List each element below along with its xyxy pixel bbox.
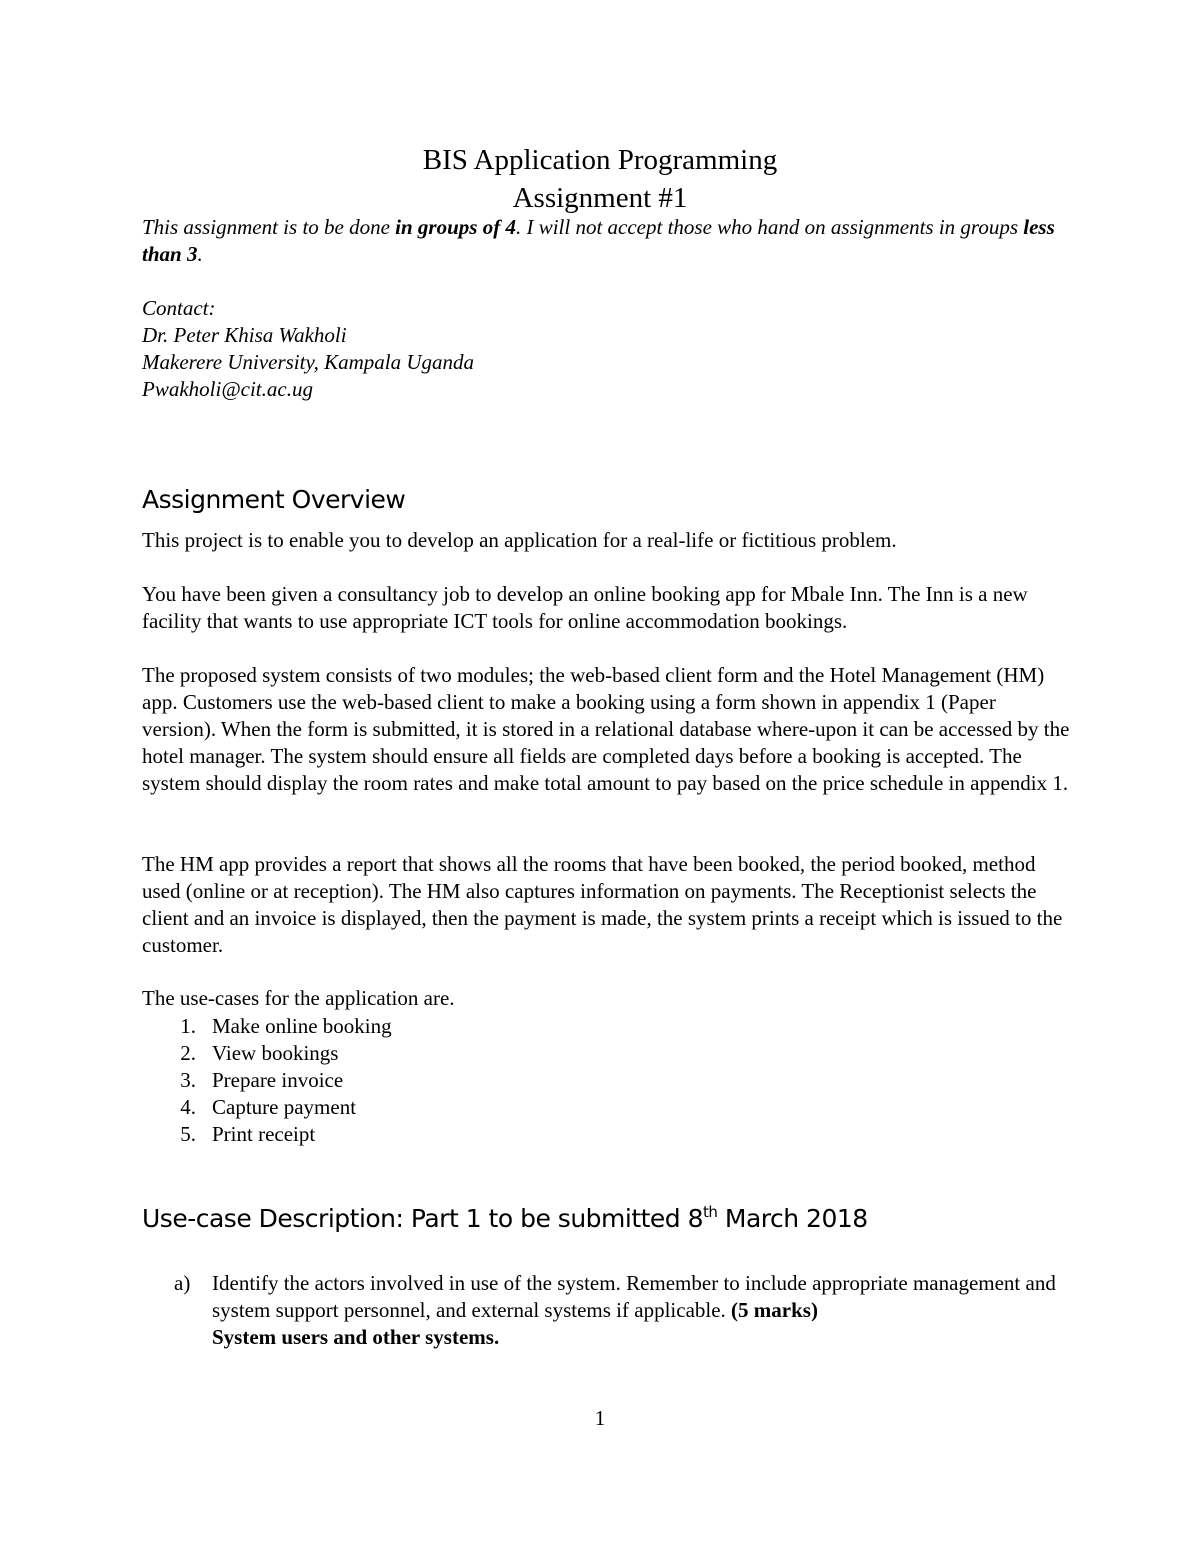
contact-name: Dr. Peter Khisa Wakholi xyxy=(142,323,347,347)
contact-email: Pwakholi@cit.ac.ug xyxy=(142,377,313,401)
group-note xyxy=(142,214,1072,268)
question-a xyxy=(142,1270,1072,1351)
contact-label: Contact: xyxy=(142,296,216,320)
list-item xyxy=(142,1067,1072,1094)
list-item-text: Capture payment xyxy=(212,1095,357,1119)
group-note-emphasis: less than 3 xyxy=(142,215,1055,266)
group-note-emphasis: in groups of 4 xyxy=(395,215,516,239)
usecases-intro: The use-cases for the application are. xyxy=(142,986,455,1010)
heading-text: March 2018 xyxy=(717,1204,868,1233)
overview-paragraph-2: You have been given a consultancy job to develop an online booking app for Mbale Inn. The Inn is a new facility that wants to use appropriate ICT tools for online accommodation bookings. xyxy=(142,582,1028,633)
list-item-number: 4. xyxy=(180,1095,196,1119)
question-text: Identify the actors involved in use of the system. Remember to include appropriate management and system support personnel, and external systems if applicable. xyxy=(212,1271,1056,1322)
list-item-number: 3. xyxy=(180,1068,196,1092)
list-item-number: 1. xyxy=(180,1014,196,1038)
list-item-text: View bookings xyxy=(212,1041,339,1065)
list-item-text: Prepare invoice xyxy=(212,1068,344,1092)
document-subtitle: Assignment #1 xyxy=(512,182,688,214)
question-marks: (5 marks) xyxy=(731,1298,818,1322)
question-body xyxy=(212,1270,1072,1351)
overview-paragraph-1: This project is to enable you to develop an application for a real-life or fictitious problem. xyxy=(142,528,897,552)
overview-paragraph-3: The proposed system consists of two modules; the web-based client form and the Hotel Management (HM) app. Customers use the web-based client to make a booking using a form shown in appendix 1 (Paper version). When the form is submitted, it is stored in a relational database where-upon it can be accessed by the hotel manager. The system should ensure all fields are completed days before a booking is accepted. The system should display the room rates and make total amount to pay based on the price schedule in appendix 1. xyxy=(142,663,1070,795)
list-item-text: Make online booking xyxy=(212,1014,392,1038)
list-item-text: Print receipt xyxy=(212,1122,316,1146)
list-item-number: 2. xyxy=(180,1041,196,1065)
list-item-number: 5. xyxy=(180,1122,196,1146)
list-item xyxy=(142,1040,1072,1067)
contact-block xyxy=(142,295,1072,403)
usecase-list xyxy=(142,1013,1072,1148)
overview-paragraph-4: The HM app provides a report that shows all the rooms that have been booked, the period booked, method used (online or at reception). The HM also captures information on payments. The Receptionist selects the client and an invoice is displayed, then the payment is made, the system prints a receipt which is issued to the customer. xyxy=(142,852,1063,957)
group-note-text: . I will not accept those who hand on assignments in groups xyxy=(515,215,1024,239)
heading-text: Use-case Description: Part 1 to be submitted 8 xyxy=(142,1204,704,1233)
question-subheading: System users and other systems. xyxy=(212,1325,500,1349)
group-note-text: This assignment is to be done xyxy=(142,215,396,239)
group-note-text: . xyxy=(197,242,203,266)
question-marker: a) xyxy=(174,1271,191,1295)
page-number: 1 xyxy=(594,1406,606,1430)
contact-institution: Makerere University, Kampala Uganda xyxy=(142,350,475,374)
document-title: BIS Application Programming xyxy=(422,144,778,176)
overview-heading: Assignment Overview xyxy=(142,485,406,514)
list-item xyxy=(142,1121,1072,1148)
list-item xyxy=(142,1013,1072,1040)
usecase-description-heading xyxy=(142,1203,868,1235)
list-item xyxy=(142,1094,1072,1121)
heading-ordinal: th xyxy=(703,1203,718,1221)
